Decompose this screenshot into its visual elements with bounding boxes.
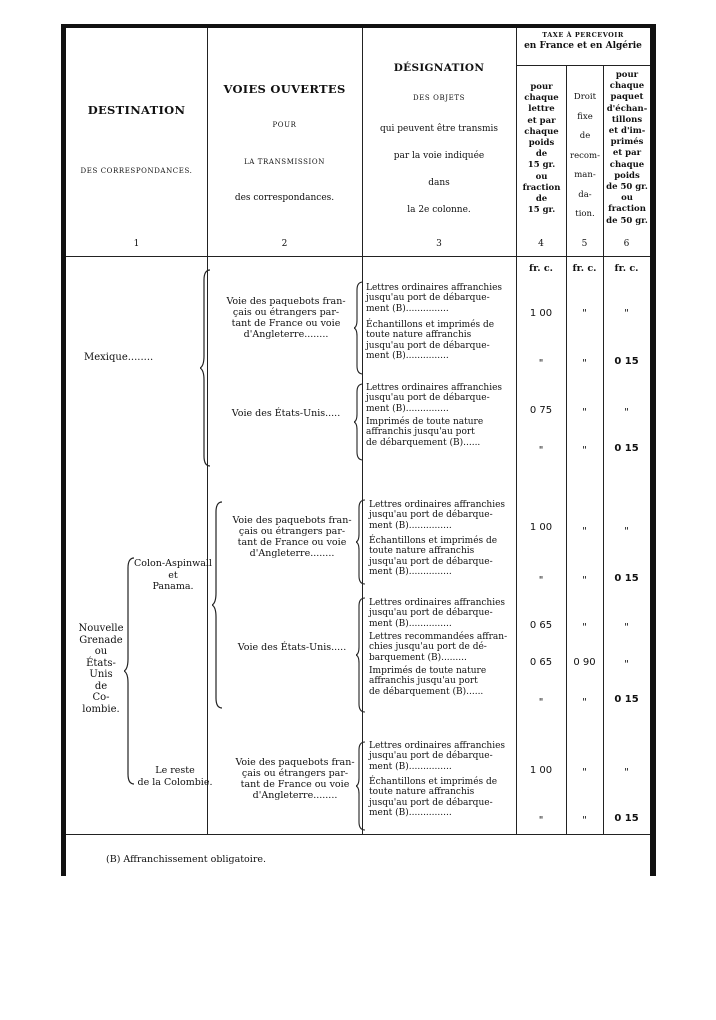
objet-recommandees-line: chies jusqu'au port de dé- [369,642,487,653]
objet-lettres-line: Lettres ordinaires affranchies [366,383,503,393]
objet-echantillons-line: toute nature affranchis [369,787,475,798]
voie-colon-etats-unis [222,642,362,653]
header-taxe-france: en France et en Algérie [524,41,642,51]
header-col6-line: ou [621,193,633,204]
dest-nouvelle-line: États- [86,657,116,669]
objet-lettres-line: ment (B)............... [369,618,452,629]
val-mx-eu-lettres-col5: " [582,407,587,418]
dest-colon-line: Panama. [152,581,194,592]
header-voies-transmission: LA TRANSMISSION [244,158,325,166]
val-mx-lettres-col6: " [624,308,629,319]
header-voies-pour: POUR [272,121,297,129]
objet-imprimes-line: Imprimés de toute nature [369,666,487,676]
brace-mexique [200,268,214,468]
header-col6-line: de 50 gr. [606,182,648,193]
dest-colon-line: Colon-Aspinwall [134,558,212,569]
voie-paquebots-line: d'Angleterre........ [252,790,338,801]
objet-mx-lettres [366,283,516,314]
colnum-3: 3 [436,239,442,249]
val-rc-echant-col6: 0 15 [614,813,639,824]
objet-lettres-line: jusqu'au port de débarque- [366,293,490,304]
header-destination: DESTINATION [87,103,186,117]
voie-paquebots-line: Voie des paquebots fran- [226,296,346,307]
objet-echantillons-line: jusqu'au port de débarque- [366,340,490,351]
header-col6-line: d'échan- [606,103,648,114]
objet-rc-lettres [369,741,516,772]
val-rc-echant-col4: " [538,815,544,826]
val-mx-eu-lettres-col6: " [624,407,629,418]
dest-colon-line: et [168,569,178,581]
objet-imprimes-line: affranchis jusqu'au port [369,676,478,687]
header-designation-colonne: la 2e colonne. [407,205,471,215]
val-cpu-lettres-col6: " [624,622,629,633]
header-destination-sub: DES CORRESPONDANCES. [80,167,193,175]
table-right-border [650,24,656,876]
header-col6-line: chaque [609,159,645,170]
header-col4-line: 15 gr. [527,160,556,171]
header-col4-line: chaque [524,126,559,137]
val-cp-lettres-col5: " [582,526,587,537]
header-col4-line: 15 gr. [527,205,556,216]
voie-etats-unis-line: Voie des États-Unis..... [237,642,347,653]
header-designation-voie: par la voie indiquée [393,151,485,161]
objet-imprimes-line: de débarquement (B)...... [366,437,481,448]
header-designation: DÉSIGNATION [393,62,485,74]
header-col6-line: fraction [608,204,646,215]
header-col6-line: pour [615,70,639,80]
voie-mexique-paquebots [216,296,356,340]
objet-echantillons-line: Échantillons et imprimés de [366,320,495,330]
val-mx-echant-col5: " [582,358,587,369]
brace-rc-paq [356,740,368,832]
objet-lettres-line: jusqu'au port de débarque- [369,510,493,521]
unit-col4: fr. c. [529,263,553,274]
colnum-6: 6 [623,239,630,249]
voie-paquebots-line: çais ou étrangers par- [232,307,340,318]
val-rc-lettres-col5: " [582,767,587,778]
brace-mx-paq [354,280,366,376]
header-col6-line: chaque [609,81,645,92]
val-cpu-imp-col4: " [538,697,544,708]
colnum-1: 1 [133,239,140,249]
dest-mexique: Mexique........ [84,352,154,363]
header-col6-line: tillons [611,114,643,125]
val-mx-eu-imp-col6: 0 15 [614,443,639,454]
objet-imprimes-line: de débarquement (B)...... [369,686,484,697]
dest-nouvelle-line: Grenade [79,634,123,646]
header-voies-correspondances: des correspondances. [234,193,335,203]
header-col5-line: Droit [573,92,597,102]
voie-paquebots-line: tant de France ou voie [240,779,350,790]
dest-nouvelle-line: Unis [89,669,113,680]
voie-colon-paquebots [222,515,362,559]
objet-cpu-recommandees [369,632,516,663]
val-cpu-lettres-col5: " [582,622,587,633]
objet-echantillons-line: ment (B)............... [369,567,452,578]
header-designation-objets: DES OBJETS [412,94,465,102]
footnote: (B) Affranchissement obligatoire. [106,854,266,865]
val-cp-lettres-col6: " [624,526,629,537]
voie-paquebots-line: Voie des paquebots fran- [235,757,355,768]
voie-reste-paquebots [226,757,364,801]
voie-paquebots-line: tant de France ou voie [231,318,341,329]
header-col6-line: poids [614,170,640,181]
objet-lettres-line: jusqu'au port de débarque- [369,751,493,762]
objet-rc-echantillons [369,777,516,819]
header-col6-line: paquet [610,92,644,103]
header-col4-line: lettre [528,104,555,115]
voie-paquebots-line: çais ou étrangers par- [238,526,346,537]
objet-lettres-line: Lettres ordinaires affranchies [369,598,506,608]
val-mx-echant-col4: " [538,358,544,369]
dest-nouvelle-line: Co- [92,692,110,703]
header-col4-line: de [535,149,548,160]
colnum-5: 5 [581,239,588,249]
val-rc-echant-col5: " [582,815,587,826]
objet-recommandees-line: barquement (B)......... [369,652,467,663]
objet-echantillons-line: ment (B)............... [369,808,452,819]
objet-lettres-line: jusqu'au port de débarque- [369,608,493,619]
voie-mexique-etats-unis [216,408,356,419]
dest-nouvelle-line: ou [94,646,108,657]
dest-reste-line: Le reste [155,765,195,776]
header-col4-line: poids [528,138,555,149]
colnum-4: 4 [538,239,544,249]
header-col5 [567,88,603,225]
brace-mx-eu [354,382,366,462]
header-col4-line: pour [530,82,553,92]
val-cp-echant-col6: 0 15 [614,573,639,584]
val-mx-lettres-col4: 1 00 [529,308,553,319]
objet-imprimes-line: Imprimés de toute nature [366,417,484,427]
header-col4 [517,82,566,216]
header-col4-line: chaque [524,93,559,104]
dest-colon-aspinwall [128,558,218,593]
val-cp-lettres-col4: 1 00 [529,522,553,533]
header-col6-line: et par [612,148,642,159]
unit-col6: fr. c. [614,263,639,274]
header-col4-line: ou [535,171,548,182]
val-rc-lettres-col4: 1 00 [529,765,553,776]
header-designation-transmis: qui peuvent être transmis [379,124,499,134]
objet-lettres-line: ment (B)............... [366,303,449,314]
unit-col5: fr. c. [572,263,597,274]
objet-imprimes-line: affranchis jusqu'au port [366,427,475,438]
objet-lettres-line: Lettres ordinaires affranchies [369,500,506,510]
header-col6 [604,70,650,227]
header-bottom-rule [66,256,650,257]
voie-etats-unis-line: Voie des États-Unis..... [231,408,341,419]
header-col6-line: de 50 gr. [606,215,648,226]
objet-cpu-imprimes [369,666,516,697]
val-mx-eu-imp-col5: " [582,445,587,456]
header-designation-dans: dans [428,178,450,188]
header-voies: VOIES OUVERTES [223,82,346,96]
brace-cp-paq [356,498,368,586]
val-cp-echant-col4: " [538,575,544,586]
header-col4-line: de [535,194,548,205]
objet-echantillons-line: Échantillons et imprimés de [369,777,498,787]
val-cp-echant-col5: " [582,575,587,586]
val-mx-eu-lettres-col4: 0 75 [529,405,553,416]
objet-mx-eu-lettres [366,383,516,414]
objet-lettres-line: ment (B)............... [369,520,452,531]
objet-echantillons-line: toute nature affranchis [366,330,472,341]
val-cpu-lettres-col4: 0 65 [529,620,553,631]
voie-paquebots-line: çais ou étrangers par- [241,768,349,779]
val-cpu-imp-col5: " [582,697,587,708]
voie-paquebots-line: Voie des paquebots fran- [232,515,352,526]
objet-cpu-lettres [369,598,516,629]
val-mx-echant-col6: 0 15 [614,356,639,367]
header-col5-line: man- [574,170,596,180]
table-left-border [61,24,66,876]
voie-paquebots-line: d'Angleterre........ [243,329,329,340]
objet-recommandees-line: Lettres recommandées affran- [369,632,508,642]
val-cpu-recom-col4: 0 65 [529,657,553,668]
header-col6-line: et d'im- [608,126,646,137]
brace-cp-eu [356,596,368,714]
objet-echantillons-line: toute nature affranchis [369,546,475,557]
dest-reste-colombie [130,765,220,788]
header-taxe: TAXE À PERCEVOIR [542,31,624,39]
dest-nouvelle-line: lombie. [82,703,120,715]
dest-reste-line: de la Colombie. [137,776,213,788]
table-top-border [61,24,656,28]
objet-echantillons-line: jusqu'au port de débarque- [369,556,493,567]
table-bottom-rule [66,834,650,835]
dest-nouvelle-line: Nouvelle [78,623,124,634]
val-mx-lettres-col5: " [582,308,587,319]
objet-lettres-line: ment (B)............... [369,761,452,772]
header-col5-line: da- [578,189,592,200]
header-col5-line: de [579,131,591,141]
objet-lettres-line: Lettres ordinaires affranchies [369,741,506,751]
objet-lettres-line: ment (B)............... [366,403,449,414]
dest-nouvelle-grenade [76,623,126,715]
header-col4-line: et par [527,115,556,126]
dest-nouvelle-line: de [94,680,108,692]
val-cpu-recom-col5: 0 90 [573,657,596,668]
objet-mx-eu-imprimes [366,417,516,448]
val-mx-eu-imp-col4: " [538,445,544,456]
header-col6-line: primés [610,137,644,148]
objet-echantillons-line: Échantillons et imprimés de [369,536,498,546]
val-rc-lettres-col6: " [624,767,629,778]
taxe-underline [516,65,650,66]
objet-echantillons-line: jusqu'au port de débarque- [369,797,493,808]
header-col5-line: tion. [575,209,595,219]
objet-lettres-line: Lettres ordinaires affranchies [366,283,503,293]
objet-mx-echantillons [366,320,516,362]
header-col5-line: fixe [577,111,593,122]
objet-lettres-line: jusqu'au port de débarque- [366,393,490,404]
objet-echantillons-line: ment (B)............... [366,351,449,362]
val-cpu-recom-col6: " [624,659,629,670]
objet-cp-echantillons [369,536,516,578]
val-cpu-imp-col6: 0 15 [614,694,639,705]
voie-paquebots-line: d'Angleterre........ [249,548,335,559]
objet-cp-lettres [369,500,516,531]
header-col4-line: fraction [522,182,561,193]
voie-paquebots-line: tant de France ou voie [237,537,347,548]
header-col5-line: recom- [570,150,600,161]
colnum-2: 2 [281,239,288,249]
